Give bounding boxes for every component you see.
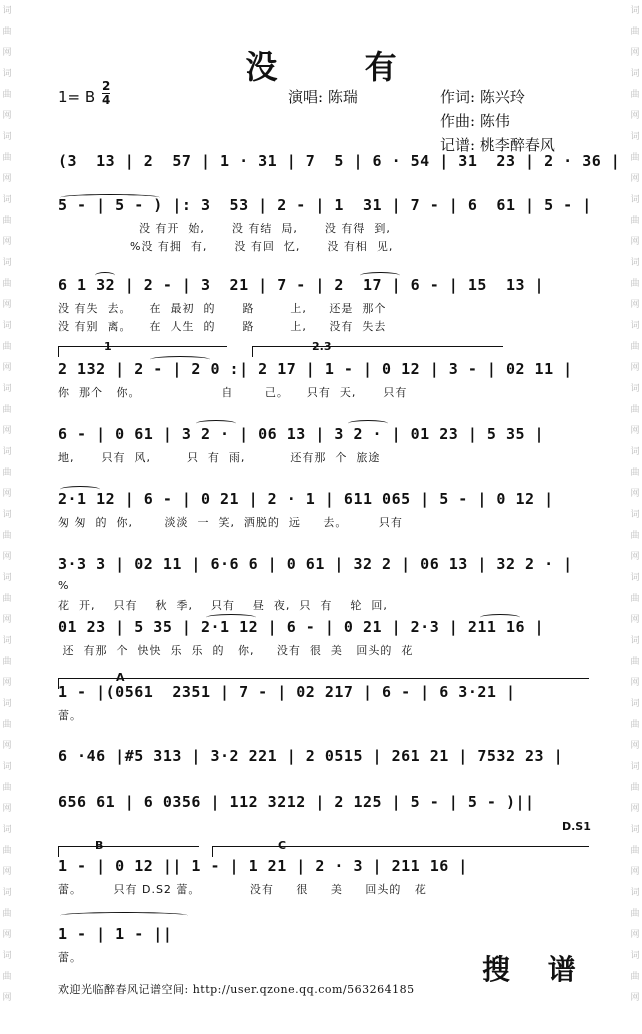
watermark-char: 曲	[2, 783, 12, 793]
watermark-char: 曲	[630, 846, 640, 856]
watermark-char: 词	[2, 888, 12, 898]
notation-line: 1 - |(0561 2351 | 7 - | 02 217 | 6 - | 6 3·21 |	[58, 683, 516, 701]
watermark-char: 网	[630, 489, 640, 499]
lyric-line: 蕾。 只有 D.S2 蕾。 没有 很 美 回头的 花	[58, 883, 427, 896]
watermark-char: 曲	[2, 216, 12, 226]
watermark-char: 曲	[630, 720, 640, 730]
time-signature	[102, 80, 110, 107]
volta-2-bracket	[252, 346, 503, 357]
key-signature: 1= B	[58, 88, 96, 106]
watermark-char: 曲	[630, 342, 640, 352]
watermark-char: 曲	[630, 216, 640, 226]
watermark-char: 词	[630, 636, 640, 646]
watermark-char: 曲	[2, 27, 12, 37]
notation-line: 1 - | 1 - ||	[58, 925, 173, 943]
watermark-char: 网	[2, 993, 12, 1003]
watermark-char: 词	[630, 762, 640, 772]
watermark-char: 曲	[630, 972, 640, 982]
notation-line: 6 - | 0 61 | 3 2 · | 06 13 | 3 2 · | 01 23 | 5 35 |	[58, 425, 545, 443]
watermark-char: 网	[2, 300, 12, 310]
slur	[480, 614, 520, 621]
watermark-char: 网	[630, 930, 640, 940]
notation-line: (3 13 | 2 57 | 1 · 31 | 7 5 | 6 · 54 | 31 23 | 2 · 36 |	[58, 152, 621, 170]
watermark-char: 曲	[630, 909, 640, 919]
notation-line: 3·3 3 | 02 11 | 6·6 6 | 0 61 | 32 2 | 06 13 | 32 2 · |	[58, 555, 573, 573]
notation-line: 1 - | 0 12 || 1 - | 1 21 | 2 · 3 | 211 16 |	[58, 857, 468, 875]
lyricist-credit: 作词: 陈兴玲	[440, 88, 525, 106]
watermark-char: 曲	[2, 342, 12, 352]
marker-c: C	[278, 839, 287, 852]
watermark-char: 曲	[2, 657, 12, 667]
slur	[60, 194, 160, 201]
watermark-char: 词	[630, 951, 640, 961]
watermark-char: 网	[2, 111, 12, 121]
watermark-char: 曲	[630, 531, 640, 541]
lyric-line: 花 开, 只有 秋 季, 只有 昼 夜, 只 有 轮 回,	[58, 599, 388, 612]
watermark-char: 词	[2, 951, 12, 961]
watermark-char: 曲	[2, 594, 12, 604]
logo: 搜 谱	[482, 953, 590, 986]
watermark-char: 网	[2, 237, 12, 247]
watermark-char: 词	[630, 69, 640, 79]
marker-c-bracket	[212, 846, 589, 857]
lyric-line: %没 有拥 有, 没 有回 忆, 没 有相 见,	[58, 240, 394, 253]
watermark-char: 词	[2, 321, 12, 331]
watermark-char: 曲	[630, 405, 640, 415]
watermark-char: 网	[2, 930, 12, 940]
watermark-char: 网	[630, 678, 640, 688]
watermark-char: 词	[2, 384, 12, 394]
ds1-mark: D.S1	[562, 820, 591, 833]
watermark-char: 网	[2, 426, 12, 436]
watermark-char: 网	[2, 615, 12, 625]
watermark-char: 曲	[630, 657, 640, 667]
watermark-char: 词	[2, 195, 12, 205]
notation-line: 01 23 | 5 35 | 2·1 12 | 6 - | 0 21 | 2·3 | 211 16 |	[58, 618, 545, 636]
footer-credit: 欢迎光临醉春风记谱空间: http://user.qzone.qq.com/563264185	[58, 983, 415, 996]
slur	[206, 614, 256, 621]
notation-line: 656 61 | 6 0356 | 112 3212 | 2 125 | 5 - | 5 - )||	[58, 793, 535, 811]
slur	[60, 912, 188, 919]
watermark-left	[0, 0, 14, 1034]
watermark-char: 网	[630, 111, 640, 121]
slur	[360, 272, 400, 279]
watermark-char: 网	[630, 363, 640, 373]
watermark-char: 词	[2, 573, 12, 583]
watermark-char: 词	[630, 699, 640, 709]
lyric-line: 还 有那 个 快快 乐 乐 的 你, 没有 很 美 回头的 花	[58, 644, 414, 657]
lyric-line: 没 有开 始, 没 有结 局, 没 有得 到,	[58, 222, 391, 235]
watermark-char: 曲	[630, 279, 640, 289]
watermark-char: 词	[2, 636, 12, 646]
watermark-char: 网	[2, 489, 12, 499]
watermark-char: 网	[2, 678, 12, 688]
watermark-char: 曲	[2, 972, 12, 982]
watermark-char: 词	[630, 384, 640, 394]
watermark-char: 网	[630, 615, 640, 625]
watermark-char: 词	[2, 132, 12, 142]
watermark-char: 曲	[2, 153, 12, 163]
slur	[150, 356, 210, 363]
notation-line: 6 ·46 |#5 313 | 3·2 221 | 2 0515 | 261 21 | 7532 23 |	[58, 747, 564, 765]
watermark-char: 曲	[2, 720, 12, 730]
lyric-line: %	[58, 579, 70, 592]
volta-2-label: 2.3	[312, 340, 332, 353]
watermark-char: 曲	[630, 90, 640, 100]
lyric-line: 匆 匆 的 你, 淡淡 一 笑, 洒脱的 远 去。 只有	[58, 516, 403, 529]
lyric-line: 你 那个 你。 自 己。 只有 天, 只有	[58, 386, 408, 399]
watermark-char: 词	[630, 888, 640, 898]
lyric-line: 没 有失 去。 在 最初 的 路 上, 还是 那个	[58, 302, 387, 315]
lyric-line: 地, 只有 风, 只 有 雨, 还有那 个 旅途	[58, 451, 381, 464]
notation-line: 5 - | 5 - ) |: 3 53 | 2 - | 1 31 | 7 - | 6 61 | 5 - |	[58, 196, 592, 214]
watermark-char: 词	[630, 825, 640, 835]
watermark-char: 词	[2, 69, 12, 79]
notation-line: 6 1 32 | 2 - | 3 21 | 7 - | 2 17 | 6 - | 15 13 |	[58, 276, 545, 294]
watermark-char: 网	[630, 552, 640, 562]
watermark-char: 曲	[2, 468, 12, 478]
volta-1-label: 1	[104, 340, 112, 353]
watermark-char: 词	[630, 6, 640, 16]
slur	[348, 420, 388, 427]
watermark-char: 曲	[630, 468, 640, 478]
watermark-char: 词	[630, 258, 640, 268]
watermark-char: 网	[630, 993, 640, 1003]
volta-1-bracket	[58, 346, 227, 357]
slur	[60, 486, 100, 493]
watermark-char: 网	[2, 804, 12, 814]
watermark-char: 词	[630, 573, 640, 583]
song-title: 没 有	[245, 48, 435, 86]
watermark-char: 曲	[630, 153, 640, 163]
watermark-char: 网	[2, 363, 12, 373]
slur	[196, 420, 236, 427]
marker-b-bracket	[58, 846, 199, 857]
watermark-char: 曲	[2, 405, 12, 415]
watermark-char: 词	[2, 447, 12, 457]
watermark-char: 网	[630, 741, 640, 751]
lyric-line: 蕾。	[58, 951, 82, 964]
time-top: 2	[102, 79, 111, 93]
watermark-char: 曲	[2, 909, 12, 919]
watermark-char: 网	[630, 237, 640, 247]
watermark-char: 曲	[2, 279, 12, 289]
watermark-char: 网	[630, 300, 640, 310]
watermark-char: 曲	[630, 594, 640, 604]
marker-a: A	[116, 671, 125, 684]
watermark-char: 词	[2, 6, 12, 16]
watermark-char: 网	[2, 741, 12, 751]
watermark-char: 词	[630, 510, 640, 520]
watermark-char: 曲	[2, 90, 12, 100]
watermark-char: 网	[630, 867, 640, 877]
watermark-char: 词	[630, 321, 640, 331]
watermark-char: 曲	[2, 846, 12, 856]
slur	[95, 272, 115, 279]
watermark-char: 网	[2, 867, 12, 877]
watermark-char: 网	[2, 552, 12, 562]
watermark-char: 曲	[630, 783, 640, 793]
time-bottom: 4	[102, 93, 111, 107]
watermark-char: 网	[630, 804, 640, 814]
lyric-line: 没 有别 离。 在 人生 的 路 上, 没有 失去	[58, 320, 387, 333]
watermark-char: 曲	[2, 531, 12, 541]
watermark-char: 词	[630, 447, 640, 457]
watermark-char: 网	[630, 174, 640, 184]
watermark-char: 网	[630, 48, 640, 58]
notation-line: 2 132 | 2 - | 2 0 :| 2 17 | 1 - | 0 12 | 3 - | 02 11 |	[58, 360, 573, 378]
watermark-char: 词	[630, 132, 640, 142]
notation-line: 2·1 12 | 6 - | 0 21 | 2 · 1 | 611 065 | 5 - | 0 12 |	[58, 490, 554, 508]
marker-b: B	[95, 839, 104, 852]
watermark-char: 曲	[630, 27, 640, 37]
watermark-char: 词	[2, 510, 12, 520]
watermark-char: 词	[2, 699, 12, 709]
watermark-char: 词	[2, 762, 12, 772]
watermark-char: 词	[2, 258, 12, 268]
watermark-char: 词	[2, 825, 12, 835]
watermark-char: 网	[630, 426, 640, 436]
lyric-line: 蕾。	[58, 709, 82, 722]
watermark-right	[628, 0, 642, 1034]
marker-a-bracket	[58, 678, 589, 689]
transcriber-credit: 记谱: 桃李醉春风	[440, 136, 555, 154]
singer-credit: 演唱: 陈瑞	[288, 88, 358, 106]
watermark-char: 词	[630, 195, 640, 205]
watermark-char: 网	[2, 174, 12, 184]
composer-credit: 作曲: 陈伟	[440, 112, 510, 130]
watermark-char: 网	[2, 48, 12, 58]
